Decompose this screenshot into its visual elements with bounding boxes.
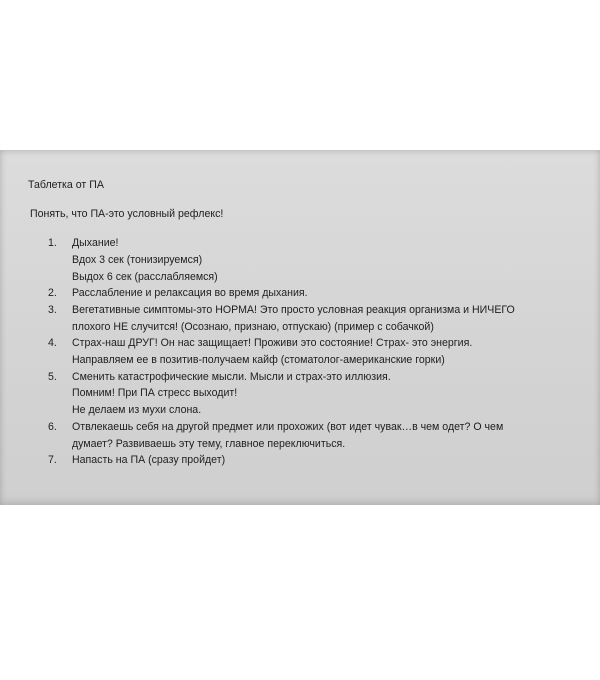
list-item-line: Дыхание! (72, 237, 119, 249)
list-item-3 (48, 303, 578, 334)
list-item-number: 7. (48, 454, 57, 467)
list-item-5 (48, 370, 578, 418)
list-item-number: 1. (48, 237, 57, 249)
list-item-line: Не делаем из мухи слона. (72, 404, 202, 417)
list-item-body (72, 370, 578, 418)
list-item-6 (48, 420, 578, 451)
list-item-body (72, 303, 578, 334)
list-item-body (72, 453, 578, 467)
list-item-number: 3. (48, 303, 57, 316)
list-item-line: Вдох 3 сек (тонизируемся) (72, 253, 203, 266)
list-item-line: Расслабление и релаксация во время дыхания. (72, 287, 308, 300)
list-item-2 (48, 286, 578, 300)
document-subtitle: Понять, что ПА-это условный рефлекс! (30, 208, 224, 220)
list-item-line: Выдох 6 сек (расслабляемся) (72, 270, 218, 283)
list-item-7 (48, 453, 578, 467)
list-item-body (72, 286, 578, 300)
list-item-number: 2. (48, 287, 57, 300)
document-title: Таблетка от ПА (28, 179, 104, 191)
list-item-4 (48, 336, 578, 367)
list-item-body (72, 420, 578, 451)
list-item-body (72, 336, 578, 367)
list-item-number: 6. (48, 420, 57, 433)
list-item-line: Напасть на ПА (сразу пройдет) (72, 454, 226, 467)
list-item-line: Помним! При ПА стресс выходит! (72, 387, 238, 400)
list-item-line: Страх-наш ДРУГ! Он нас защищает! Проживи это состояние! Страх- это энергия. (72, 337, 473, 350)
list-item-line: думает? Развиваешь эту тему, главное переключиться. (72, 437, 346, 450)
list-item-line: Вегетативные симптомы-это НОРМА! Это просто условная реакция организма и НИЧЕГО (72, 303, 515, 316)
numbered-list (48, 236, 578, 470)
list-item-line: плохого НЕ случится! (Осознаю, признаю, отпускаю) (пример с собачкой) (72, 320, 434, 333)
list-item-line: Отвлекаешь себя на другой предмет или прохожих (вот идет чувак…в чем одет? О чем (72, 420, 504, 433)
list-item-number: 4. (48, 337, 57, 350)
list-item-1 (48, 236, 578, 284)
list-item-line: Сменить катастрофические мысли. Мысли и страх-это иллюзия. (72, 370, 391, 383)
paper-sheet (0, 150, 600, 505)
list-item-line: Направляем ее в позитив-получаем кайф (стоматолог-американские горки) (72, 353, 445, 366)
list-item-number: 5. (48, 370, 57, 383)
list-item-body (72, 236, 578, 284)
